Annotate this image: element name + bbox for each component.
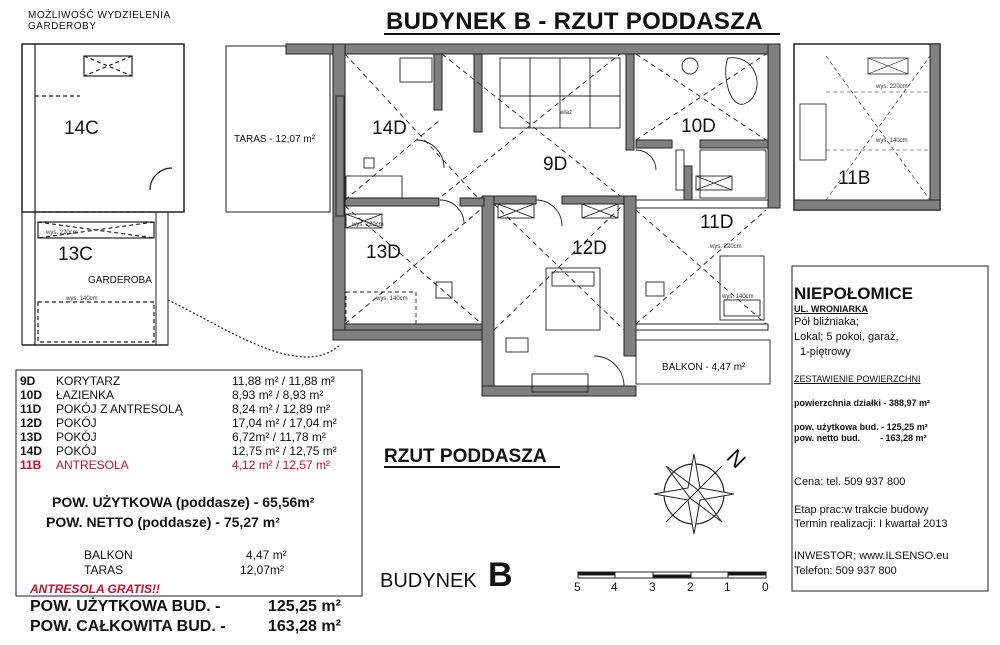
total-calkowita-label: POW. CAŁKOWITA BUD. - — [30, 618, 226, 635]
scale-label: 1 — [724, 580, 731, 594]
compass-icon — [654, 454, 734, 534]
zestawienie-heading: ZESTAWIENIE POWIERZCHNI — [794, 374, 921, 384]
height-note: wys. 140cm — [722, 294, 754, 300]
antresola-gratis-badge: ANTRESOLA GRATIS!! — [30, 582, 160, 596]
garderoba-label: GARDEROBA — [88, 275, 152, 286]
table-row-value: 4,12 m² / 12,57 m² — [232, 458, 331, 472]
total-uzytkowa-value: 125,25 m² — [268, 598, 341, 615]
telefon-line: Telefon: 509 937 800 — [794, 565, 897, 577]
height-note: wys. 220cm — [46, 230, 78, 236]
height-note: wys. 220cm — [710, 244, 742, 250]
room-11d-label: 11D — [700, 212, 734, 233]
room-13c-label: 13C — [58, 244, 93, 265]
page-title: BUDYNEK B - RZUT PODDASZA — [386, 8, 763, 35]
street-name: UL. WRONIARKA — [794, 304, 868, 314]
room-14d-label: 14D — [372, 118, 407, 139]
table-row-name: POKÓJ — [56, 430, 97, 444]
table-row-value: 11,88 m² / 11,88 m² — [232, 374, 335, 388]
rzut-poddasza-heading: RZUT PODDASZA — [384, 446, 547, 467]
height-note: wys. 140cm — [66, 296, 98, 302]
table-row-code: 11D — [20, 402, 42, 416]
garderoba-note — [28, 10, 171, 32]
table-row-code: 13D — [20, 430, 43, 444]
garderoba-plan — [22, 44, 340, 357]
pow-uzytkowa-poddasze: POW. UŻYTKOWA (poddasze) - 65,56m² — [52, 494, 315, 510]
taras-row-value: 12,07m² — [240, 563, 285, 577]
table-row-code: 12D — [20, 416, 43, 430]
table-row-value: 17,04 m² / 17,04 m² — [232, 416, 337, 430]
table-row-code: 10D — [20, 388, 43, 402]
pow-netto-poddasze: POW. NETTO (poddasze) - 75,27 m² — [46, 514, 280, 530]
city-name: NIEPOŁOMICE — [794, 284, 914, 303]
balkon-row-label: BALKON — [84, 548, 133, 562]
note-line-2: GARDEROBY — [28, 21, 97, 32]
table-row-value: 6,72m² / 11,78 m² — [232, 430, 326, 444]
height-note: wys. 140cm — [876, 138, 908, 144]
etap-line: Etap prac:w trakcie budowy — [794, 504, 929, 516]
table-row-name: ANTRESOLA — [56, 458, 129, 472]
height-note: wys. 140cm — [376, 296, 408, 302]
room-9d-label: 9D — [543, 154, 568, 175]
height-note: wys. 220cm — [352, 222, 384, 228]
info-line-3: 1-piętrowy — [800, 346, 851, 358]
budynek-letter: B — [488, 556, 513, 594]
wlaz-label: właz — [560, 110, 573, 116]
info-line-2: Lokal; 5 pokoi, garaż, — [794, 331, 899, 343]
table-row-name: POKÓJ — [56, 416, 97, 430]
taras-area — [226, 46, 330, 212]
height-note: wys. 220cm — [876, 84, 908, 90]
table-row-value: 8,93 m² / 8,93 m² — [232, 388, 324, 402]
netto-label: pow. netto bud. — [794, 433, 861, 443]
table-row-name: ŁAZIENKA — [56, 388, 115, 402]
dzialka-area: powierzchnia działki - 388,97 m² — [794, 398, 931, 408]
table-row-code: 14D — [20, 444, 43, 458]
table-row-code: 11B — [20, 458, 42, 472]
total-calkowita-value: 163,28 m² — [268, 618, 341, 635]
info-line-1: Pół bliźniaka; — [794, 316, 859, 328]
table-row-value: 12,75 m² / 12,75 m² — [232, 444, 337, 458]
room-14c-label: 14C — [64, 118, 99, 139]
room-13d-label: 13D — [366, 242, 401, 263]
scale-label: 5 — [574, 580, 581, 594]
room-12d-label: 12D — [572, 238, 607, 259]
inwestor-line: INWESTOR; www.ILSENSO.eu — [794, 550, 949, 562]
cena-line: Cena: tel. 509 937 800 — [794, 476, 906, 488]
table-row-code: 9D — [20, 374, 36, 388]
table-row-name: POKÓJ — [56, 444, 97, 458]
balkon-label: BALKON - 4,47 m² — [662, 362, 746, 373]
scale-bar-icon — [578, 572, 766, 578]
compass-north-label: N — [721, 444, 751, 474]
budynek-label: BUDYNEK — [380, 570, 477, 592]
scale-label: 2 — [687, 580, 694, 594]
uzytkowa-area: pow. użytkowa bud. - 125,25 m² — [794, 422, 928, 432]
termin-line: Termin realizacji: I kwartał 2013 — [794, 518, 948, 530]
table-row-name: KORYTARZ — [56, 374, 121, 388]
taras-row-label: TARAS — [84, 563, 124, 577]
scale-label: 0 — [762, 580, 769, 594]
room-11b-label: 11B — [838, 168, 871, 189]
scale-label: 4 — [611, 580, 618, 594]
room-10d-label: 10D — [681, 116, 716, 137]
note-line-1: MOŻLIWOŚĆ WYDZIELENIA — [28, 10, 171, 21]
balkon-row-value: 4,47 m² — [246, 548, 287, 562]
table-row-value: 8,24 m² / 12,89 m² — [232, 402, 331, 416]
scale-label: 3 — [649, 580, 656, 594]
taras-label: TARAS - 12,07 m² — [234, 134, 315, 145]
netto-value: - 163,28 m² — [880, 433, 927, 443]
total-uzytkowa-label: POW. UŻYTKOWA BUD. - — [30, 598, 221, 615]
table-row-name: POKÓJ Z ANTRESOLĄ — [56, 402, 183, 416]
